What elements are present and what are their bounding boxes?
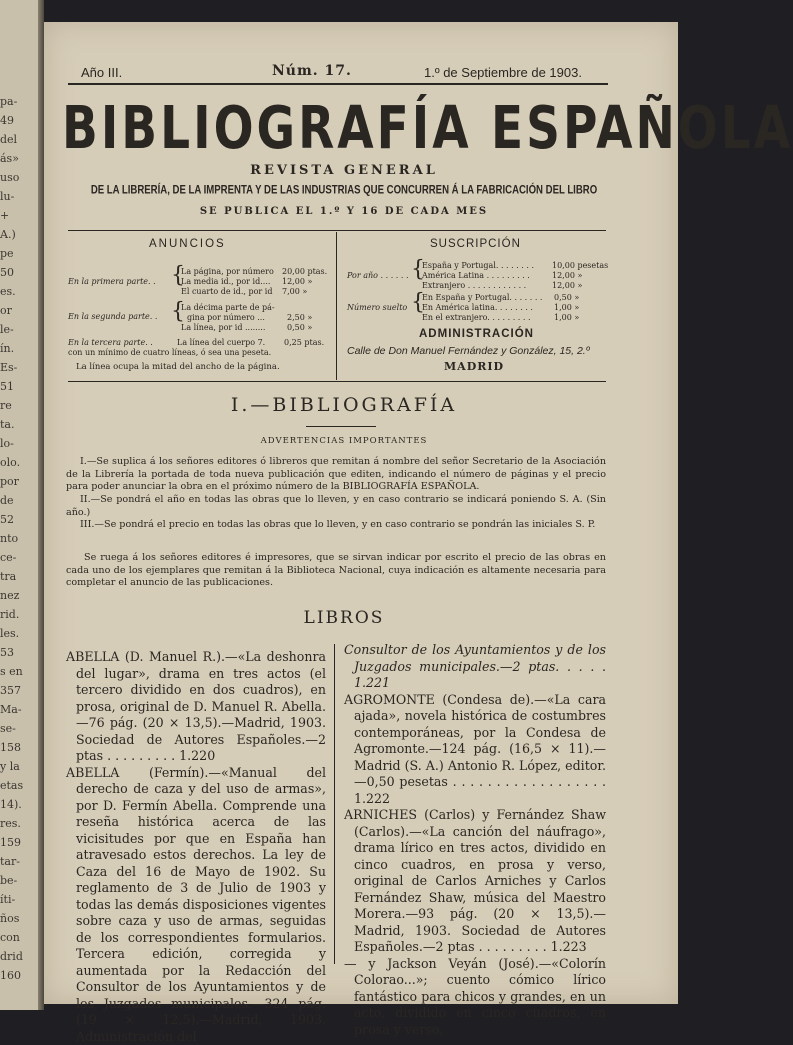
por-ano-line-3: Extranjero . . . . . . . . . . . . <box>422 281 526 291</box>
brace: { <box>411 292 425 314</box>
tercera-note: con un mínimo de cuatro líneas, ó sea una peseta. <box>68 348 271 358</box>
brace: { <box>171 265 185 287</box>
advertencia-1: I.—Se suplica á los señores editores ó libreros que remitan á nombre del señor Secretario de la Asociación de la Librería la portada de toda nueva publicación que editen, indicando el número de páginas y el precio para poder anunciar la obra en el próximo número de la BIBLIOGRAFÍA ESPAÑOLA. <box>66 456 606 494</box>
margin-fragment: del <box>0 133 17 146</box>
administration-address: Calle de Don Manuel Fernández y González, 15, 2.º <box>347 345 590 357</box>
margin-fragment: nez <box>0 589 19 602</box>
margin-fragment: re <box>0 399 12 412</box>
segunda-line-3: La línea, por id ........ <box>181 323 265 333</box>
margin-fragment: etas <box>0 779 23 792</box>
primera-price-2: 12,00 » <box>282 277 312 287</box>
margin-fragment: tra <box>0 570 16 583</box>
margin-fragment: con <box>0 931 20 944</box>
segunda-parte-label: En la segunda parte. . <box>68 312 157 322</box>
suelto-price-3: 1,00 » <box>554 313 579 323</box>
por-ano-price-2: 12,00 » <box>552 271 582 281</box>
margin-fragment: 50 <box>0 266 14 279</box>
por-ano-label: Por año . . . . . . <box>347 271 409 281</box>
margin-fragment: Es- <box>0 361 17 374</box>
masthead-rule <box>68 230 606 231</box>
segunda-price-3: 0,50 » <box>287 323 312 333</box>
margin-fragment: le- <box>0 323 14 336</box>
document-page <box>44 22 678 1004</box>
suelto-price-1: 0,50 » <box>554 293 579 303</box>
margin-fragment: lu- <box>0 190 14 203</box>
segunda-line-1: La décima parte de pá- <box>181 303 275 313</box>
entry-arniches: ARNICHES (Carlos) y Fernández Shaw (Carlos).—«La canción del náufrago», drama lírico en tres actos, dividido en cinco cuadros, en prosa y verso, original de Carlos Arniches y Carlos Fernández Shaw, música del Maestro Morera.—93 pág. (20 × 13,5).—Madrid, 1903. Sociedad de Autores Españoles.—2 ptas . . . . . . . . . 1.223 <box>344 807 606 956</box>
margin-fragment: nto <box>0 532 18 545</box>
margin-fragment: se- <box>0 722 16 735</box>
por-ano-line-2: América Latina . . . . . . . . . <box>422 271 530 281</box>
margin-fragment: de <box>0 494 14 507</box>
primera-line-2: La media id., por id.... <box>181 277 270 287</box>
advertencia-4: Se ruega á los señores editores é impresores, que se sirvan indicar por escrito el precio de las obras en cada uno de los ejemplares que remitan á la Biblioteca Nacional, cuya indicación es altamente necesaria para completar el anuncio de las publicaciones. <box>66 552 606 590</box>
journal-tagline: DE LA LIBRERÍA, DE LA IMPRENTA Y DE LAS INDUSTRIAS QUE CONCURREN Á LA FABRICACIÓN DEL LIBRO <box>64 184 624 197</box>
suelto-line-1: En España y Portugal. . . . . . . <box>422 293 542 303</box>
anuncios-footer: La línea ocupa la mitad del ancho de la página. <box>76 362 280 372</box>
primera-parte-label: En la primera parte. . <box>68 277 156 287</box>
margin-fragment: + <box>0 209 9 222</box>
margin-fragment: pa- <box>0 95 17 108</box>
tercera-line: La línea del cuerpo 7. <box>177 338 265 348</box>
margin-fragment: pe <box>0 247 14 260</box>
entry-arniches-jackson: — y Jackson Veyán (José).—«Colorín Colorao...»; cuento cómico lírico fantástico para chicos y grandes, en un acto, dividido en cinco cuadros, en prosa y verso, <box>344 956 606 1039</box>
tercera-parte-label: En la tercera parte. . <box>68 338 153 348</box>
column-divider <box>334 644 335 964</box>
left-column <box>66 649 326 1045</box>
administracion-heading: ADMINISTRACIÓN <box>419 328 534 340</box>
margin-fragment: ás» <box>0 152 19 165</box>
margin-fragment: por <box>0 475 19 488</box>
section-ornament-rule <box>306 426 376 427</box>
margin-fragment: es. <box>0 285 16 298</box>
margin-fragment: drid <box>0 950 23 963</box>
margin-fragment: olo. <box>0 456 20 469</box>
primera-price-3: 7,00 » <box>282 287 307 297</box>
margin-fragment: be- <box>0 874 17 887</box>
journal-title: BIBLIOGRAFÍA ESPAÑOLA <box>62 94 618 163</box>
primera-price-1: 20,00 ptas. <box>282 267 327 277</box>
margin-fragment: s en <box>0 665 23 678</box>
publication-frequency: SE PUBLICA EL 1.º Y 16 DE CADA MES <box>44 206 644 217</box>
box-divider <box>336 232 337 380</box>
journal-subtitle: REVISTA GENERAL <box>44 163 644 178</box>
section-title: I.—BIBLIOGRAFÍA <box>44 394 644 416</box>
margin-fragment: ce- <box>0 551 16 564</box>
margin-fragment: uso <box>0 171 19 184</box>
margin-fragment: ños <box>0 912 19 925</box>
margin-fragment: íti- <box>0 893 15 906</box>
administration-city: MADRID <box>444 360 504 373</box>
suelto-price-2: 1,00 » <box>554 303 579 313</box>
segunda-line-2: gina por número ... <box>187 313 265 323</box>
right-column <box>344 642 606 1038</box>
margin-fragment: or <box>0 304 12 317</box>
margin-fragment: ín. <box>0 342 14 355</box>
entry-abella-fermin: ABELLA (Fermín).—«Manual del derecho de caza y del uso de armas», por D. Fermín Abella. Comprende una reseña histórica acerca de las vicisitudes por que en España han atravesado estos derechos. La ley de Caza del 16 de Mayo de 1902. Su reglamento de 3 de Julio de 1903 y todas las demás disposiciones vigentes sobre caza y uso de armas, seguidas de los correspondientes formularios. Tercera edición, corregida y aumentada por la Redacción del Consultor de los Ayuntamientos y de los Juzgados municipales.—324 pág. (19 × 12,5).—Madrid, 1903. Administración del <box>66 765 326 1045</box>
margin-fragment: 52 <box>0 513 14 526</box>
por-ano-line-1: España y Portugal. . . . . . . . <box>422 261 534 271</box>
primera-line-1: La página, por número <box>181 267 274 277</box>
margin-fragment: 160 <box>0 969 21 982</box>
suelto-line-2: En América latina. . . . . . . . <box>422 303 533 313</box>
por-ano-price-3: 12,00 » <box>552 281 582 291</box>
margin-fragment: 53 <box>0 646 14 659</box>
brace: { <box>411 259 425 281</box>
margin-fragment: 51 <box>0 380 14 393</box>
entry-agromonte: AGROMONTE (Condesa de).—«La cara ajada», novela histórica de costumbres contemporáneas, por la Condesa de Agromonte.—124 pág. (16,5 × 11).—Madrid (S. A.) Antonio R. López, editor.—0,50 pesetas . . . . . . . . . . . . . . . . . . 1.222 <box>344 692 606 808</box>
year-label: Año III. <box>81 65 122 80</box>
advertencia-2: II.—Se pondrá el año en todas las obras que lo lleven, y en caso contrario se indicará poniendo S. A. (Sin año.) <box>66 494 606 519</box>
margin-fragment: rid. <box>0 608 19 621</box>
libros-heading: LIBROS <box>44 608 644 628</box>
tercera-price: 0,25 ptas. <box>284 338 324 348</box>
margin-fragment: 14). <box>0 798 22 811</box>
margin-fragment: tar- <box>0 855 20 868</box>
margin-fragment: 158 <box>0 741 21 754</box>
segunda-price-2: 2,50 » <box>287 313 312 323</box>
previous-page-margin <box>0 0 44 1010</box>
header-rule <box>68 83 608 85</box>
margin-fragment: 49 <box>0 114 14 127</box>
suelto-line-3: En el extranjero. . . . . . . . . <box>422 313 531 323</box>
margin-fragment: lo- <box>0 437 14 450</box>
issue-number: Núm. 17. <box>272 63 352 79</box>
margin-fragment: res. <box>0 817 21 830</box>
margin-fragment: Ma- <box>0 703 22 716</box>
margin-fragment: les. <box>0 627 19 640</box>
margin-fragment: 159 <box>0 836 21 849</box>
numero-suelto-label: Número suelto <box>347 303 407 313</box>
advertencia-3: III.—Se pondrá el precio en todas las obras que lo lleven, y en caso contrario se pondrán las iniciales S. P. <box>66 519 606 532</box>
margin-fragment: 357 <box>0 684 21 697</box>
por-ano-price-1: 10,00 pesetas <box>552 261 608 271</box>
brace: { <box>171 301 185 323</box>
margin-fragment: y la <box>0 760 20 773</box>
margin-fragment: A.) <box>0 228 16 241</box>
anuncios-heading: ANUNCIOS <box>149 238 226 250</box>
issue-date: 1.º de Septiembre de 1903. <box>424 65 582 80</box>
entry-abella-manuel: ABELLA (D. Manuel R.).—«La deshonra del lugar», drama en tres actos (el tercero dividido en dos cuadros), en prosa, original de D. Manuel R. Abella.—76 pág. (20 × 13,5).—Madrid, 1903. Sociedad de Autores Españoles.—2 ptas . . . . . . . . . 1.220 <box>66 649 326 765</box>
margin-fragment: ta. <box>0 418 14 431</box>
suscripcion-heading: SUSCRIPCIÓN <box>430 238 521 250</box>
primera-line-3: El cuarto de id., por id <box>181 287 272 297</box>
box-bottom-rule <box>68 381 606 382</box>
advertencias-heading: ADVERTENCIAS IMPORTANTES <box>44 436 644 446</box>
entry-consultor-continued: Consultor de los Ayuntamientos y de los Juzgados municipales.—2 ptas. . . . . 1.221 <box>344 642 606 692</box>
